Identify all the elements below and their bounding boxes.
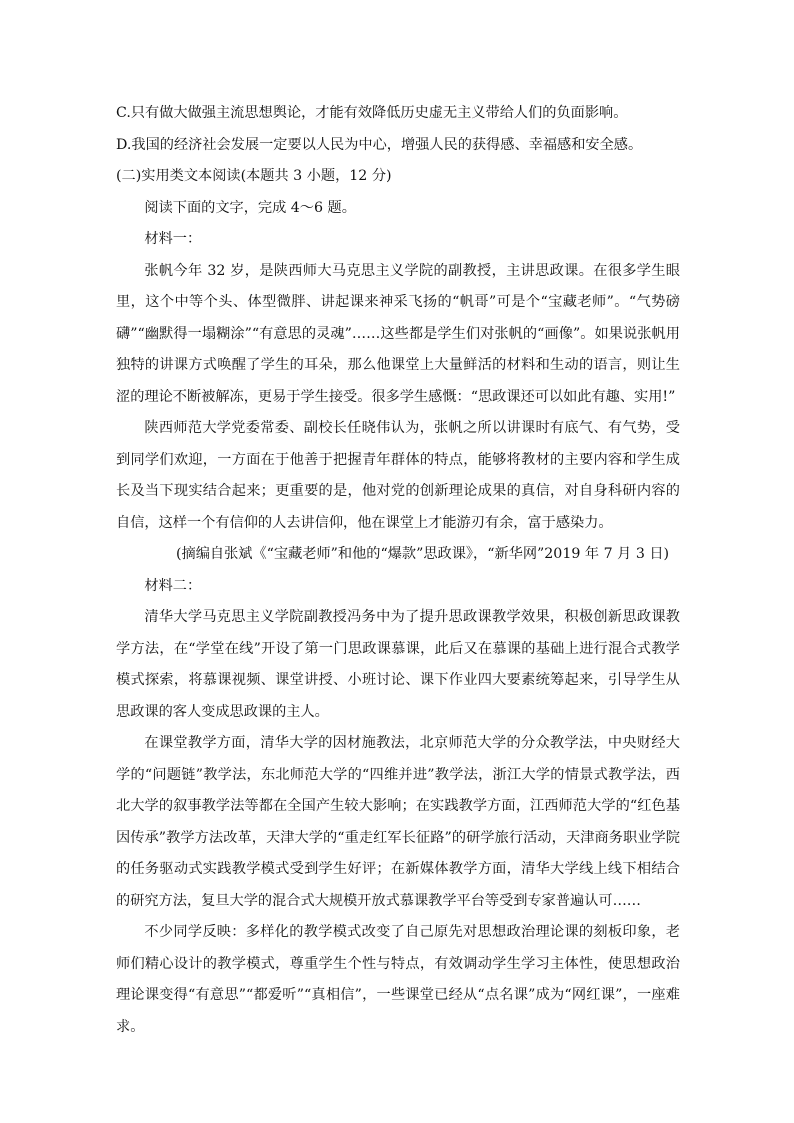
instruction: 阅读下面的文字，完成 4～6 题。 — [144, 199, 356, 216]
option-c: C.只有做大做强主流思想舆论，才能有效降低历史虚无主义带给人们的负面影响。 — [116, 105, 628, 121]
material-one-paragraph-1: 张帆今年 32 岁，是陕西师大马克思主义学院的副教授，主讲思政课。在很多学生眼里，这个中等个头、体型微胖、讲起课来神采飞扬的“帆哥”可是个“宝藏老师”。“气势磅礴”“幽默得一塌糊涂”“有意思的灵魂”……这些都是学生们对张帆的“画像”。如果说张帆用独特的讲课方式唤醒了学生的耳朵，那么他课堂上大量鲜活的材料和生动的语言，则让生涩的理论不断被解冻，更易于学生接受。很多学生感慨：“思政课还可以如此有趣、实用!” — [116, 262, 680, 405]
material-two-label: 材料二： — [144, 577, 202, 594]
material-one-paragraph-2: 陕西师范大学党委常委、副校长任晓伟认为，张帆之所以讲课时有底气、有气势，受到同学们欢迎，一方面在于他善于把握青年群体的特点，能够将教材的主要内容和学生成长及当下现实结合起来；更重要的是，他对党的创新理论成果的真信，对自身科研内容的自信，这样一个有信仰的人去讲信仰，他在课堂上才能游刃有余，富于感染力。 — [116, 420, 680, 531]
material-two-paragraph-3: 不少同学反映：多样化的教学模式改变了自己原先对思想政治理论课的刻板印象，老师们精心设计的教学模式，尊重学生个性与特点，有效调动学生学习主体性，使思想政治理论课变得“有意思”“都爱听”“真相信”，一些课堂已经从“点名课”成为“网红课”，一座难求。 — [116, 924, 680, 1035]
material-two-paragraph-2: 在课堂教学方面，清华大学的因材施教法，北京师范大学的分众教学法，中央财经大学的“问题链”教学法，东北师范大学的“四维并进”教学法，浙江大学的情景式教学法，西北大学的叙事教学法等都在全国产生较大影响；在实践教学方面，江西师范大学的“红色基因传承”教学方法改革，天津大学的“重走红军长征路”的研学旅行活动，天津商务职业学院的任务驱动式实践教学模式受到学生好评；在新媒体教学方面，清华大学线上线下相结合的研究方法，复旦大学的混合式大规模开放式慕课教学平台等受到专家普遍认可…… — [116, 735, 680, 909]
section-heading: (二)实用类文本阅读(本题共 3 小题，12 分) — [116, 168, 392, 184]
option-d: D.我国的经济社会发展一定要以人民为中心，增强人民的获得感、幸福感和安全感。 — [116, 136, 643, 153]
material-two-paragraph-1: 清华大学马克思主义学院副教授冯务中为了提升思政课教学效果，积极创新思政课教学方法，在“学堂在线”开设了第一门思政课慕课，此后又在慕课的基础上进行混合式教学模式探索，将慕课视频、课堂讲授、小班讨论、课下作业四大要素统筹起来，引导学生从思政课的客人变成思政课的主人。 — [116, 609, 680, 720]
document-page — [116, 98, 680, 1043]
material-one-label: 材料一： — [144, 231, 202, 247]
material-one-source: (摘编自张斌《“宝藏老师”和他的“爆款”思政课》，“新华网”2019 年 7 月 3 日) — [176, 546, 670, 562]
